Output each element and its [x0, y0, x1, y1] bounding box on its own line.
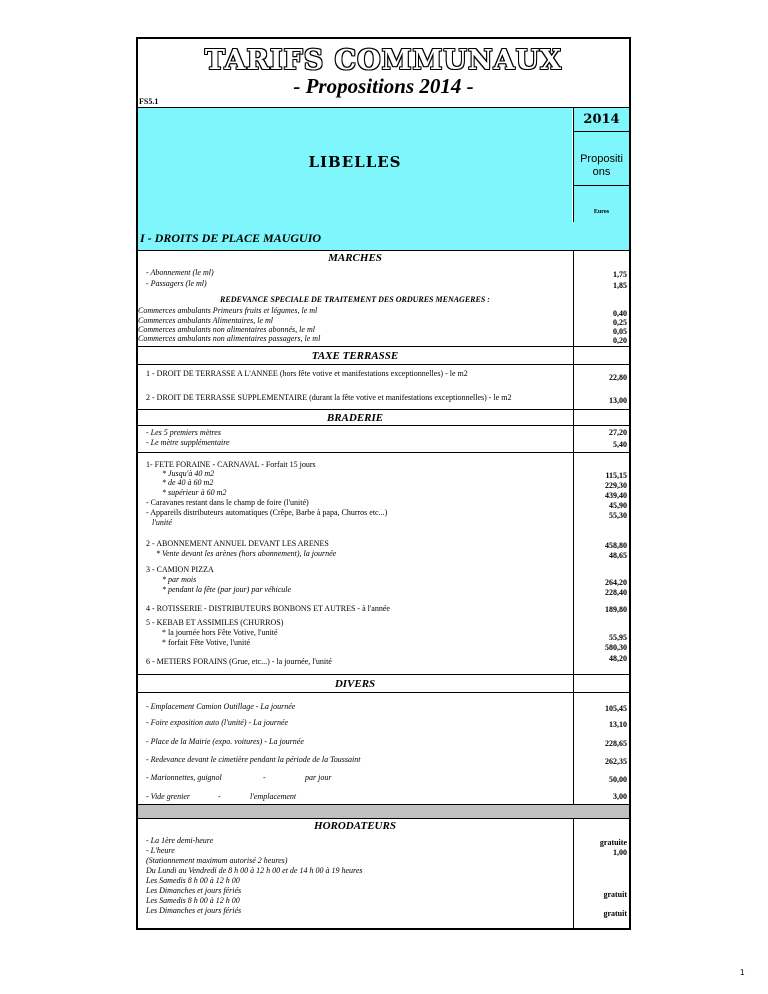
page-number: 1: [740, 968, 745, 977]
terrasse-item-value: 22,80: [609, 373, 627, 382]
metiers-forains-label: 6 - METIERS FORAINS (Grue, etc...) - la journée, l'unité: [146, 657, 332, 666]
horodateurs-gratuit-value: gratuit: [603, 909, 627, 918]
braderie-bottom-rule: [136, 452, 631, 453]
abonnement-arenes-label: 2 - ABONNEMENT ANNUEL DEVANT LES ARENES: [146, 539, 329, 548]
divers-item-label: - Emplacement Camion Outillage - La journée: [146, 702, 296, 711]
kebab-label: 5 - KEBAB ET ASSIMILES (CHURROS): [146, 618, 284, 627]
braderie-item-value: 27,20: [609, 428, 627, 437]
fete-item-value: 439,40: [605, 491, 627, 500]
separator-top-rule: [136, 804, 631, 805]
page-title: TARIFS COMMUNAUX: [204, 45, 563, 76]
section-title: I - DROITS DE PLACE MAUGUIO: [140, 231, 322, 245]
pizza-mois-label: * par mois: [162, 575, 197, 584]
pizza-fete-value: 228,40: [605, 588, 627, 597]
rotisserie-value: 189,80: [605, 605, 627, 614]
caravanes-label: - Caravanes restant dans le champ de foire (l'unité): [146, 498, 309, 507]
braderie-end-rule: [136, 674, 631, 675]
braderie-top-rule: [136, 425, 631, 426]
header-top-rule: [136, 107, 631, 108]
braderie-item-label: - Le mètre supplémentaire: [146, 438, 230, 447]
horodateurs-line: Les Samedis 8 h 00 à 12 h 00: [146, 876, 240, 885]
year-rule: [574, 131, 631, 132]
terrasse-item-label: 2 - DROIT DE TERRASSE SUPPLEMENTAIRE (durant la fête votive et manifestations exceptionnelles) - le m2: [146, 393, 512, 402]
year-heading: 2014: [583, 112, 620, 127]
vente-arenes-value: 48,65: [609, 551, 627, 560]
marches-item-value: 1,85: [613, 281, 627, 290]
divers-item-value: 228,65: [605, 739, 627, 748]
divers-item-label: - Redevance devant le cimetière pendant la période de la Toussaint: [146, 755, 361, 764]
redevance-item-label: Commerces ambulants Alimentaires, le ml: [138, 316, 274, 325]
propositions-heading: [574, 153, 629, 179]
horodateurs-line: - La 1ère demi-heure: [146, 836, 214, 845]
metiers-forains-value: 48,20: [609, 654, 627, 663]
horodateurs-line: Du Lundi au Vendredi de 8 h 00 à 12 h 00 et de 14 h 00 à 19 heures: [146, 866, 363, 875]
kebab-forfait-label: * forfait Fête Votive, l'unité: [162, 638, 251, 647]
horodateurs-line: Les Dimanches et jours fériés: [146, 886, 242, 895]
marches-bottom-rule: [136, 346, 631, 347]
divers-top-rule: [136, 692, 631, 693]
rotisserie-label: 4 - ROTISSERIE - DISTRIBUTEURS BONBONS ET AUTRES - à l'année: [146, 604, 390, 613]
camion-pizza-label: 3 - CAMION PIZZA: [146, 565, 214, 574]
redevance-item-value: 0,40: [613, 309, 627, 318]
braderie-item-label: - Les 5 premiers mètres: [146, 428, 221, 437]
appareils-label: - Appareils distributeurs automatiques (Crêpe, Barbe à papa, Churros etc...): [146, 508, 388, 517]
divers-item-label: - Place de la Mairie (expo. voitures) - La journée: [146, 737, 304, 746]
redevance-item-value: 0,25: [613, 318, 627, 327]
kebab-forfait-value: 580,30: [605, 643, 627, 652]
marionnettes-unit: par jour: [305, 773, 332, 782]
vide-grenier-unit: l'emplacement: [250, 792, 297, 801]
redevance-item-label: Commerces ambulants Primeurs fruits et légumes, le ml: [138, 306, 318, 315]
marionnettes-label: - Marionnettes, guignol: [146, 773, 222, 782]
terrasse-bottom-rule: [136, 409, 631, 410]
horodateurs-line: (Stationnement maximum autorisé 2 heures): [146, 856, 288, 865]
fete-item-value: 229,30: [605, 481, 627, 490]
appareils-value: 55,30: [609, 511, 627, 520]
horodateurs-line: Les Dimanches et jours fériés: [146, 906, 242, 915]
marionnettes-value: 50,00: [609, 775, 627, 784]
section-rule: [136, 250, 631, 251]
kebab-journee-label: * la journée hors Fête Votive, l'unité: [162, 628, 278, 637]
marionnettes-dash: -: [263, 773, 266, 782]
pizza-fete-label: * pendant la fête (par jour) par véhicule: [162, 585, 292, 594]
redevance-item-value: 0,05: [613, 327, 627, 336]
vide-grenier-dash: -: [218, 792, 221, 801]
vide-grenier-label: - Vide grenier: [146, 792, 190, 801]
vide-grenier-value: 3,00: [613, 792, 627, 801]
libelles-heading: LIBELLES: [308, 153, 402, 171]
gray-separator-band: [138, 805, 629, 818]
marches-item-label: - Abonnement (le ml): [146, 268, 214, 277]
document-code: FS5.1: [139, 97, 159, 106]
fete-item-label: * supérieur à 60 m2: [162, 488, 227, 497]
fete-foraine-title: 1- FETE FORAINE - CARNAVAL - Forfait 15 jours: [146, 460, 316, 469]
terrasse-top-rule: [136, 364, 631, 365]
separator-bottom-rule: [136, 818, 631, 819]
terrasse-item-label: 1 - DROIT DE TERRASSE A L'ANNEE (hors fête votive et manifestations exceptionnelles) - le m2: [146, 369, 468, 378]
euros-unit: Euros: [593, 209, 610, 215]
divers-item-value: 13,10: [609, 720, 627, 729]
vente-arenes-label: * Vente devant les arènes (hors abonnement), la journée: [156, 549, 337, 558]
propositions-rule: [574, 185, 631, 186]
propositions-line-2: ons: [592, 166, 611, 178]
braderie-title: BRADERIE: [326, 412, 384, 424]
fete-item-label: * Jusqu'à 40 m2: [162, 469, 215, 478]
fete-item-value: 115,15: [605, 471, 627, 480]
terrasse-title: TAXE TERRASSE: [311, 350, 399, 362]
divers-item-label: - Foire exposition auto (l'unité) - La journée: [146, 718, 289, 727]
kebab-journee-value: 55,95: [609, 633, 627, 642]
page-subtitle: - Propositions 2014 -: [293, 74, 474, 98]
divers-item-value: 262,35: [605, 757, 627, 766]
horodateurs-heure-value: 1,00: [613, 848, 627, 857]
caravanes-value: 45,90: [609, 501, 627, 510]
redevance-item-label: Commerces ambulants non alimentaires passagers, le ml: [138, 334, 321, 343]
horodateurs-gratuit-value: gratuit: [603, 890, 627, 899]
divers-title: DIVERS: [334, 678, 376, 690]
appareils-unit-label: l'unité: [152, 518, 172, 527]
marches-item-label: - Passagers (le ml): [146, 279, 207, 288]
abonnement-arenes-value: 458,80: [605, 541, 627, 550]
horodateurs-title: HORODATEURS: [314, 820, 396, 832]
horodateurs-line: - L'heure: [146, 846, 175, 855]
redevance-item-value: 0,20: [613, 336, 627, 345]
redevance-item-label: Commerces ambulants non alimentaires abonnés, le ml: [138, 325, 315, 334]
braderie-item-value: 5,40: [613, 440, 627, 449]
horodateurs-demi-heure-value: gratuite: [599, 838, 627, 847]
propositions-line-1: Propositi: [580, 153, 623, 165]
marches-item-value: 1,75: [613, 270, 627, 279]
redevance-title: REDEVANCE SPECIALE DE TRAITEMENT DES ORDURES MENAGERES :: [220, 295, 490, 304]
terrasse-item-value: 13,00: [609, 396, 627, 405]
pizza-mois-value: 264,20: [605, 578, 627, 587]
marches-title: MARCHES: [328, 252, 382, 264]
fete-item-label: * de 40 à 60 m2: [162, 478, 214, 487]
horodateurs-line: Les Samedis 8 h 00 à 12 h 00: [146, 896, 240, 905]
divers-item-value: 105,45: [605, 704, 627, 713]
